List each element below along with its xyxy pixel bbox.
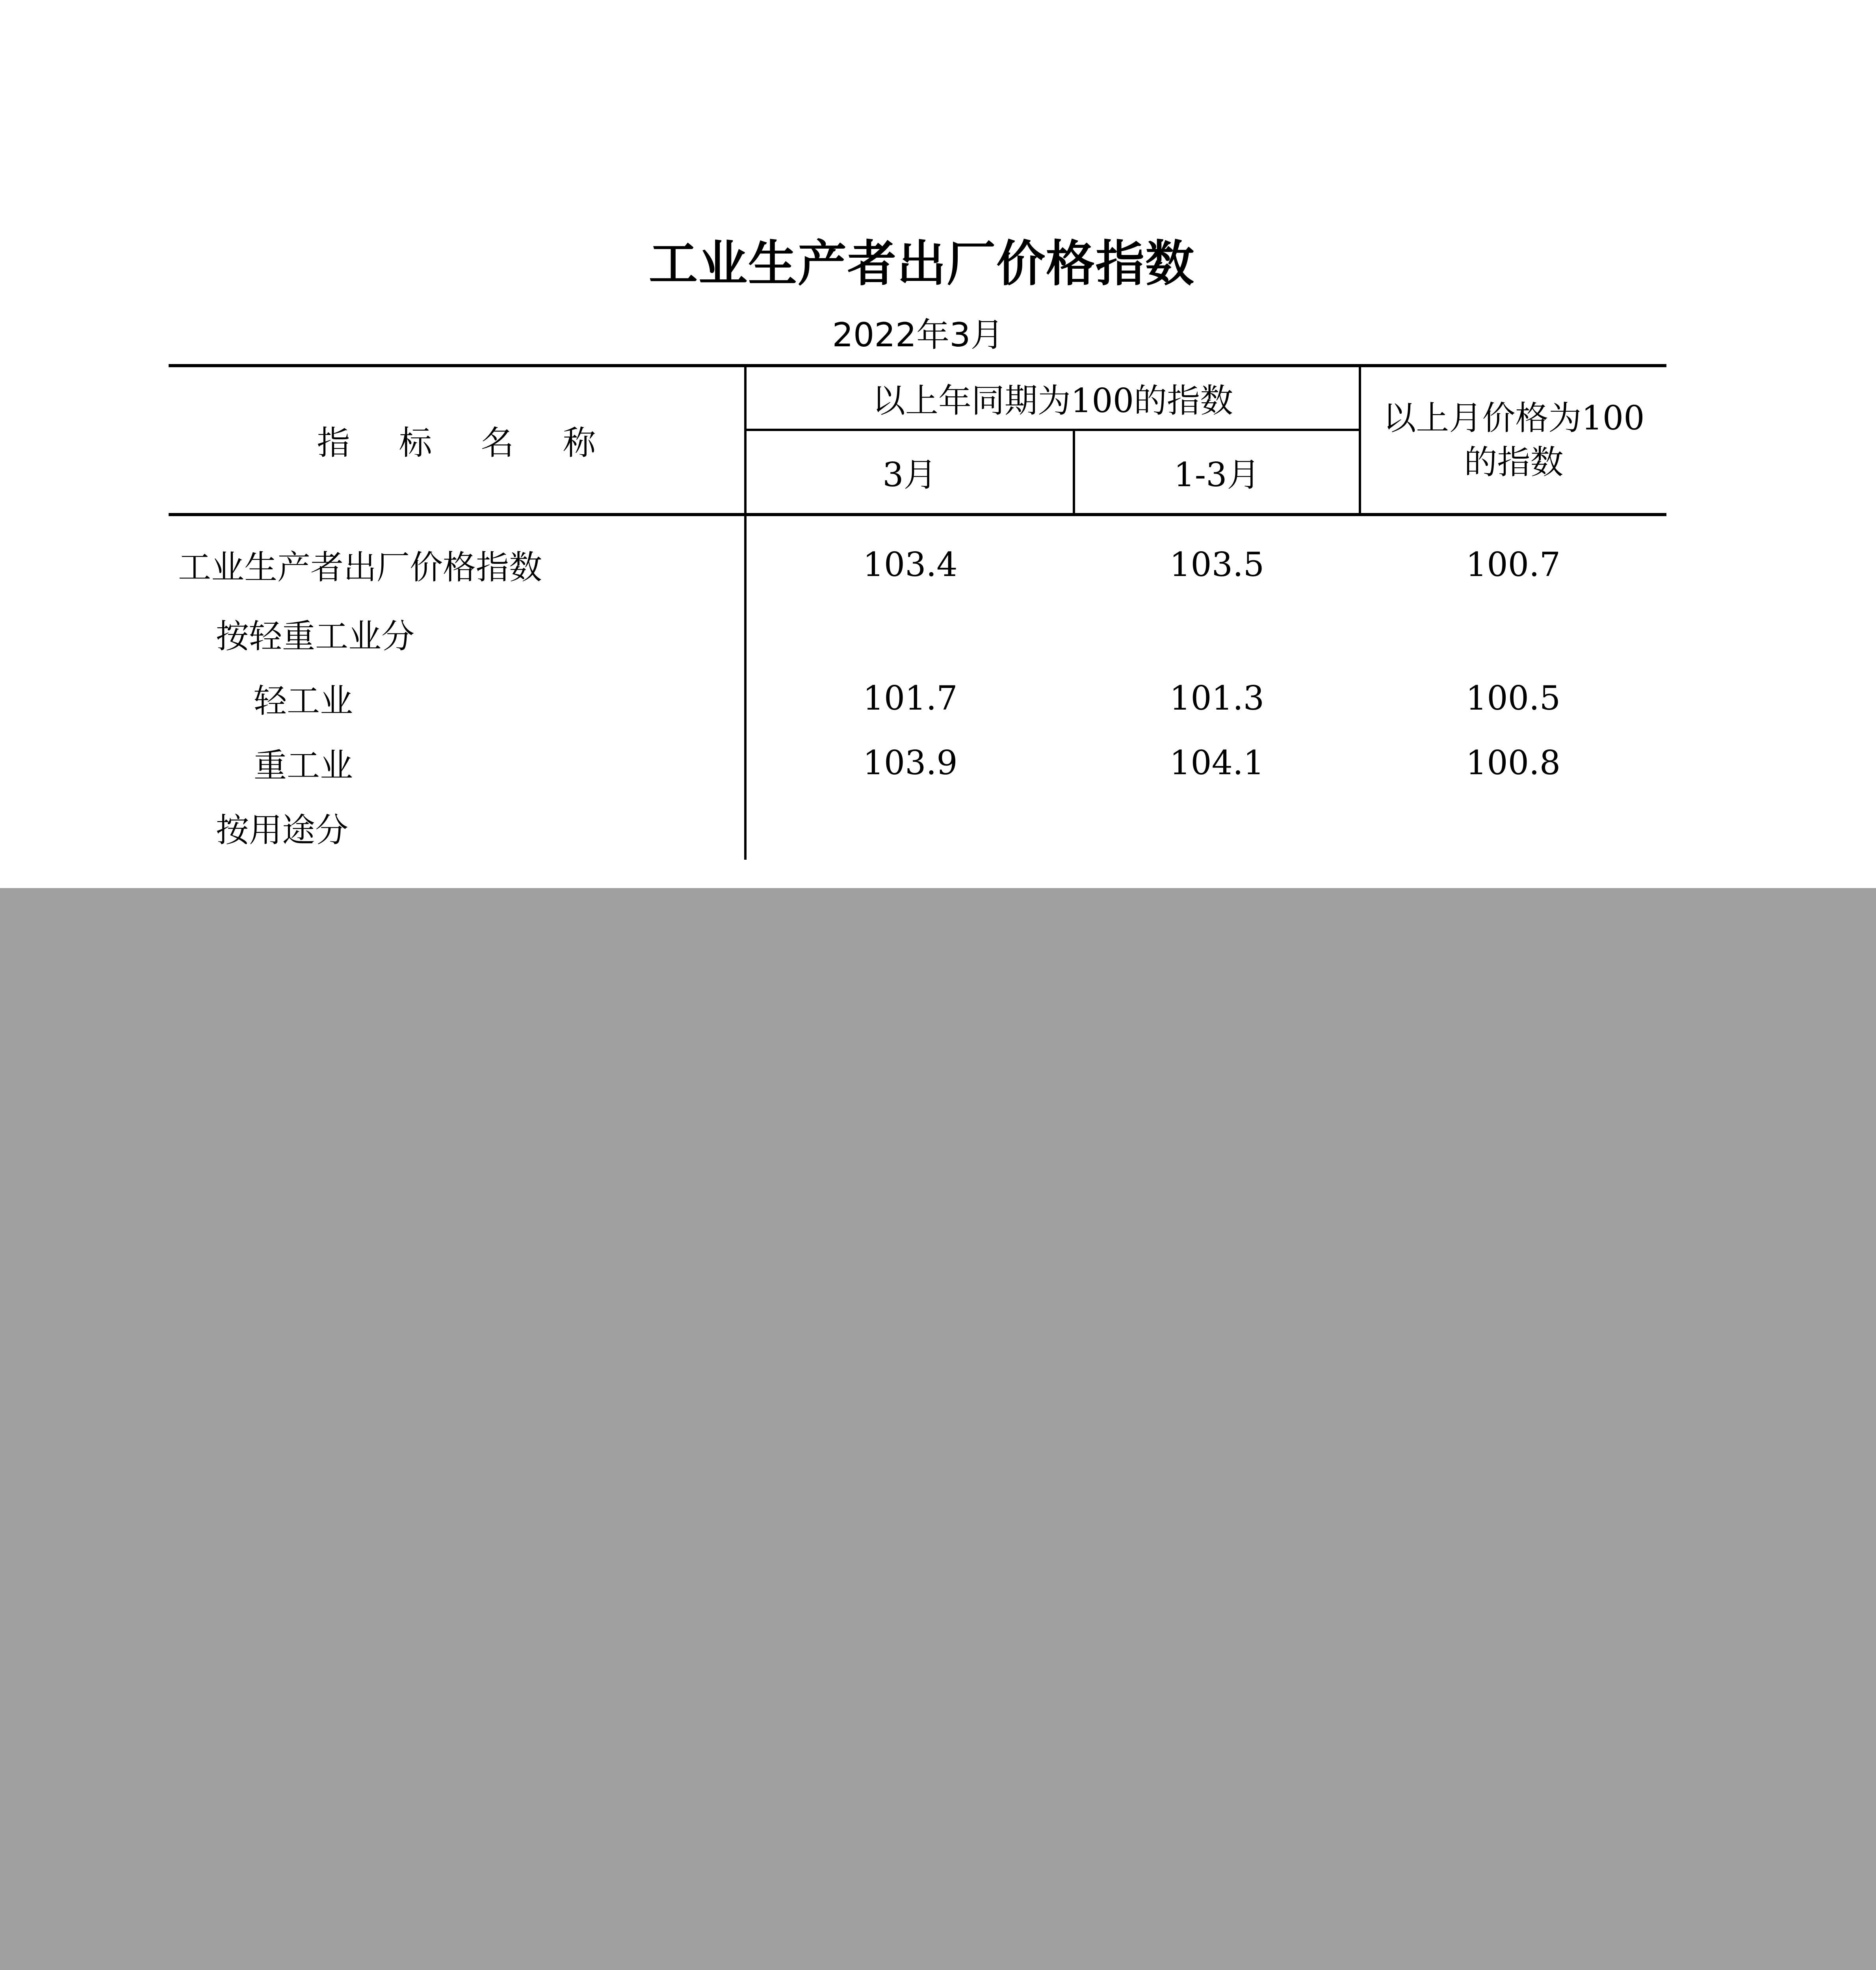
table-row (169, 601, 1666, 666)
row-mom-value (1360, 795, 1666, 860)
row-mom-value: 100.8 (1466, 743, 1561, 782)
header-cumulative: 1-3月 (1074, 430, 1360, 515)
row-name: 按轻重工业分 (169, 601, 745, 666)
row-month-value (745, 601, 1074, 666)
header-row-1 (169, 366, 1666, 430)
row-name: 按用途分 (169, 795, 745, 860)
header-mom-line1: 以上月价格为100 (1383, 399, 1645, 437)
report-date: 2022年3月 (832, 316, 1004, 354)
row-name: 工业生产者出厂价格指数 (169, 515, 745, 601)
header-month: 3月 (745, 430, 1074, 515)
row-name: 重工业 (169, 730, 745, 795)
table-row (169, 666, 1666, 730)
row-mom-value: 100.7 (1466, 545, 1561, 584)
header-name-char: 称 (563, 423, 596, 462)
header-mom (1360, 366, 1666, 515)
table-row (169, 730, 1666, 795)
page-title: 工业生产者出厂价格指数 (648, 236, 1195, 292)
row-name: 轻工业 (169, 666, 745, 730)
header-yoy-group: 以上年同期为100的指数 (745, 366, 1360, 430)
row-mom-value (1360, 601, 1666, 666)
row-month-value: 103.9 (863, 743, 958, 782)
table-row (169, 795, 1666, 860)
row-cumulative-value: 104.1 (1169, 743, 1265, 782)
header-name-char: 标 (399, 423, 432, 462)
row-cumulative-value: 101.3 (1169, 679, 1265, 717)
header-mom-line2: 的指数 (1464, 443, 1564, 481)
row-month-value: 101.7 (863, 679, 958, 717)
row-month-value: 103.4 (863, 545, 958, 584)
header-name-char: 指 (317, 423, 350, 462)
row-cumulative-value (1074, 601, 1360, 666)
row-cumulative-value (1074, 795, 1360, 860)
price-index-table (169, 364, 1666, 860)
row-month-value (745, 795, 1074, 860)
table-row (169, 515, 1666, 601)
row-cumulative-value: 103.5 (1169, 545, 1265, 584)
header-name-char: 名 (481, 423, 514, 462)
gray-overlay (0, 888, 1876, 1970)
row-mom-value: 100.5 (1466, 679, 1561, 717)
header-indicator-name (169, 366, 745, 515)
